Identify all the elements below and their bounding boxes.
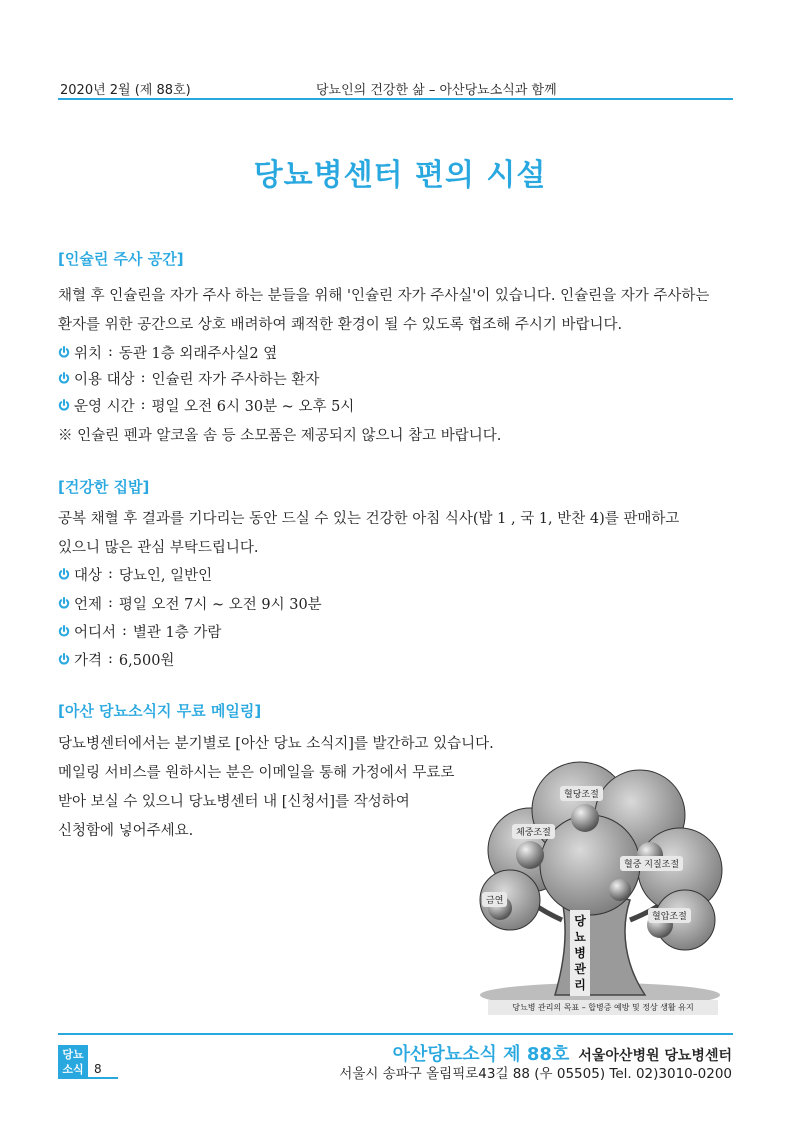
item-label: 대상 (74, 567, 103, 584)
item-value: 평일 오전 7시 ~ 오전 9시 30분 (118, 596, 322, 613)
info-item: 대상 : 당뇨인, 일반인 (58, 563, 212, 585)
section-paragraph-insulin (58, 282, 738, 340)
power-icon (58, 568, 70, 580)
info-item: 운영 시간 : 평일 오전 6시 30분 ~ 오후 5시 (58, 394, 354, 416)
paragraph-line: 당뇨병센터에서는 분기별로 [아산 당뇨 소식지]를 발간하고 있습니다. (58, 736, 494, 752)
issue-label: 2020년 2월 (제 88호) (60, 83, 191, 98)
page-title: 당뇨병센터 편의 시설 (253, 158, 547, 193)
info-item: 가격 : 6,500원 (58, 648, 174, 670)
power-icon (58, 372, 70, 384)
info-item: 이용 대상 : 인슐린 자가 주사하는 환자 (58, 367, 319, 389)
section-note: ※ 인슐린 펜과 알코올 솜 등 소모품은 제공되지 않으니 참고 바랍니다. (58, 428, 502, 444)
tree-caption: 당뇨병 관리의 목표 – 합병증 예방 및 정상 생활 유지 (488, 1000, 718, 1015)
power-icon (58, 597, 70, 609)
tree-label: 체중조절 (512, 824, 555, 839)
item-label: 이용 대상 (74, 371, 135, 388)
info-item: 위치 : 동관 1층 외래주사실2 옆 (58, 341, 277, 363)
section-paragraph-meal (58, 505, 738, 563)
tree-label: 혈당조절 (560, 786, 603, 801)
badge-line: 소식 (62, 1063, 84, 1076)
diabetes-tree-illustration (470, 760, 730, 1020)
item-label: 위치 (74, 345, 103, 362)
tree-label: 혈압조절 (648, 908, 691, 923)
page-header (58, 78, 733, 100)
item-label: 가격 (74, 652, 103, 669)
footer-address: 서울시 송파구 올림픽로43길 88 (우 05505) Tel. 02)3010-0200 (339, 1066, 732, 1082)
item-value: 당뇨인, 일반인 (118, 567, 213, 584)
paragraph-line: 공복 채혈 후 결과를 기다리는 동안 드실 수 있는 건강한 아침 식사(밥 1 , 국 1, 반찬 4)를 판매하고 (58, 511, 680, 527)
footer-brand: 아산당뇨소식 제 88호 (392, 1044, 570, 1065)
info-item: 언제 : 평일 오전 7시 ~ 오전 9시 30분 (58, 592, 322, 614)
tree-label: 금연 (482, 892, 507, 907)
item-label: 운영 시간 (74, 398, 135, 415)
item-label: 언제 (74, 596, 103, 613)
power-icon (58, 346, 70, 358)
item-value: 인슐린 자가 주사하는 환자 (151, 371, 320, 388)
header-tagline: 당뇨인의 건강한 삶 – 아산당뇨소식과 함께 (316, 83, 557, 98)
section-heading-meal: [건강한 집밥] (58, 478, 150, 496)
info-item: 어디서 : 별관 1층 가람 (58, 620, 221, 642)
item-value: 별관 1층 가람 (132, 624, 222, 641)
item-value: 6,500원 (118, 652, 175, 669)
tree-label: 혈중 지질조절 (620, 856, 683, 871)
item-label: 어디서 (74, 624, 117, 641)
paragraph-line: 채혈 후 인슐린을 자가 주사 하는 분들을 위해 '인슐린 자가 주사실'이 있습니다. 인슐린을 자가 주사하는 (58, 288, 710, 304)
section-heading-mailing: [아산 당뇨소식지 무료 메일링] (58, 702, 262, 720)
footer-divider (58, 1033, 733, 1035)
newsletter-badge (58, 1045, 88, 1079)
power-icon (58, 653, 70, 665)
item-value: 평일 오전 6시 30분 ~ 오후 5시 (151, 398, 355, 415)
paragraph-line: 메일링 서비스를 원하시는 분은 이메일을 통해 가정에서 무료로 (58, 765, 455, 781)
paragraph-line: 환자를 위한 공간으로 상호 배려하여 쾌적한 환경이 될 수 있도록 협조해 주시기 바랍니다. (58, 317, 623, 333)
section-heading-insulin: [인슐린 주사 공간] (58, 250, 184, 268)
item-value: 동관 1층 외래주사실2 옆 (118, 345, 278, 362)
power-icon (58, 399, 70, 411)
paragraph-line: 있으니 많은 관심 부탁드립니다. (58, 540, 259, 556)
paragraph-line: 받아 보실 수 있으니 당뇨병센터 내 [신청서]를 작성하여 (58, 794, 410, 810)
footer-org: 서울아산병원 당뇨병센터 (578, 1048, 732, 1064)
tree-trunk-label: 당뇨병관리 (570, 910, 590, 996)
paragraph-line: 신청함에 넣어주세요. (58, 823, 194, 839)
badge-line: 당뇨 (62, 1048, 84, 1061)
power-icon (58, 625, 70, 637)
page-number: 8 (88, 1062, 118, 1079)
section-paragraph-mailing (58, 730, 498, 846)
